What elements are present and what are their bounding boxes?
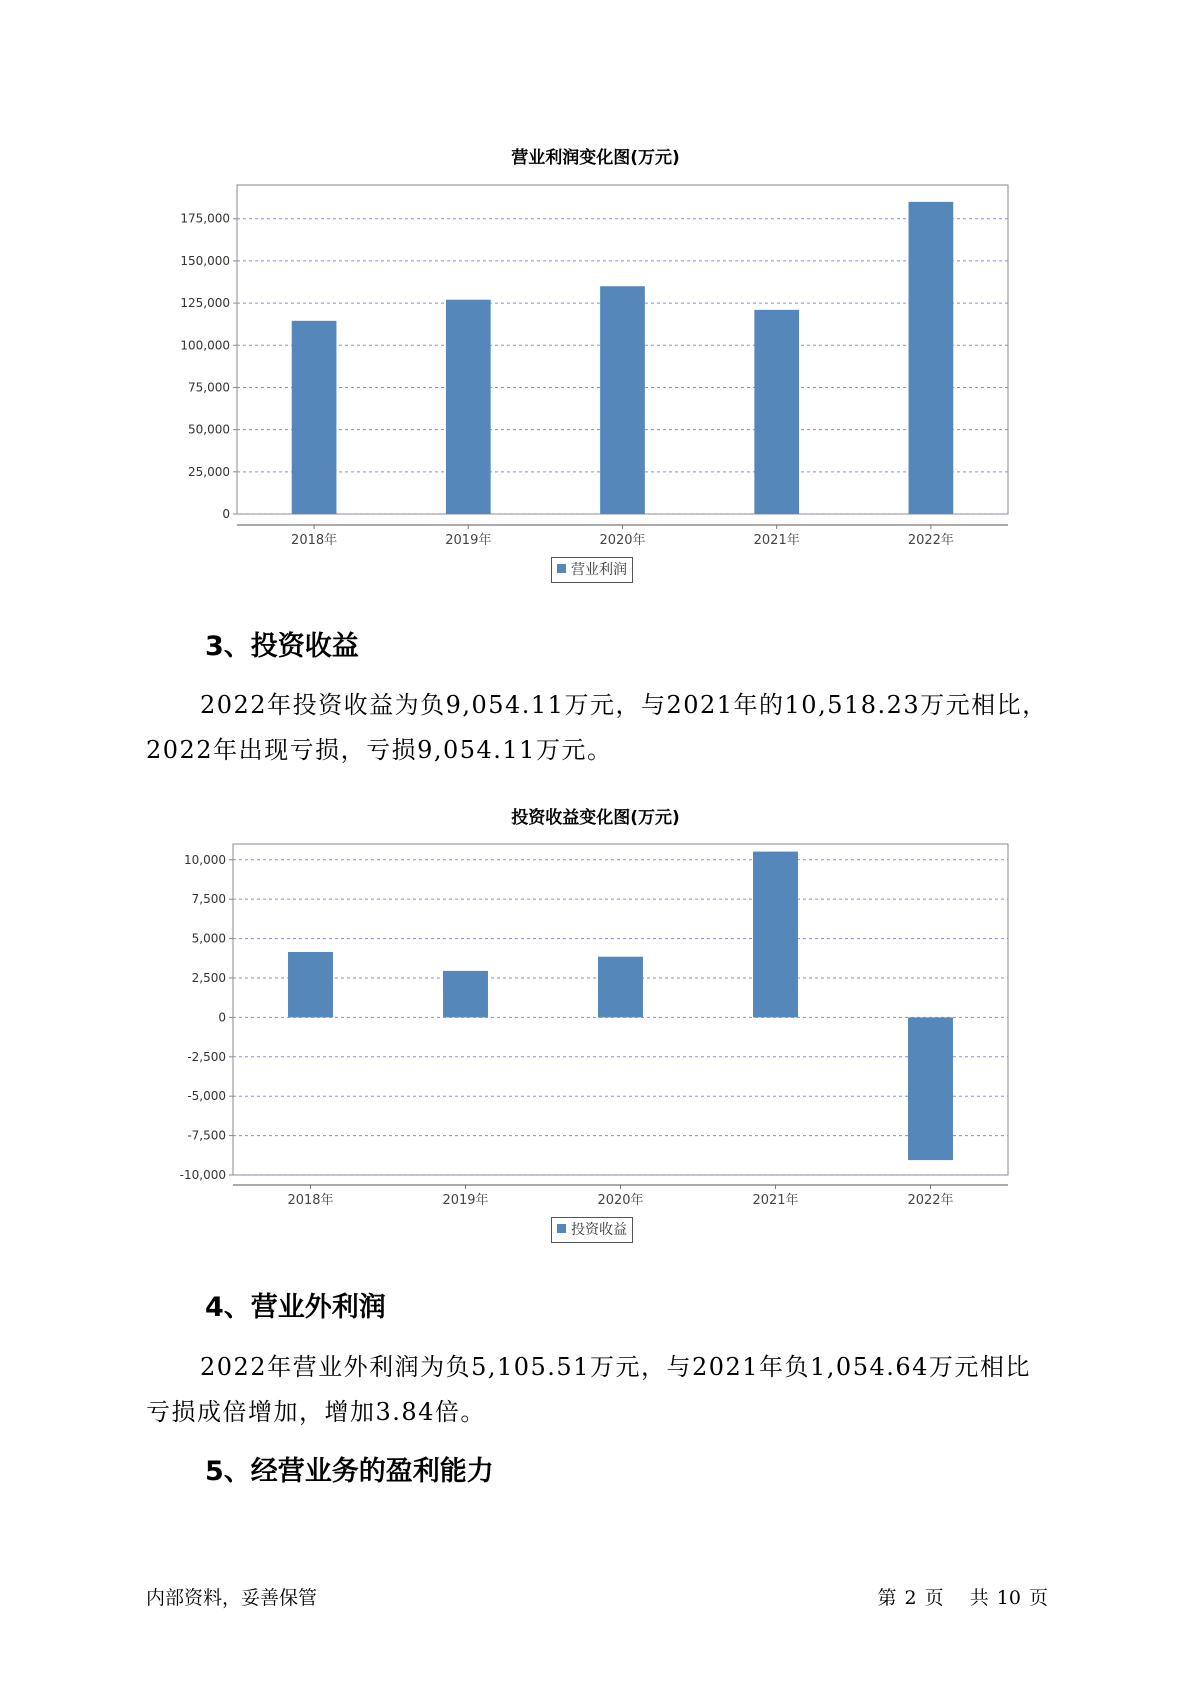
footer-page-info <box>874 1583 1052 1610</box>
legend-swatch <box>557 1224 566 1233</box>
legend-swatch <box>557 564 566 573</box>
bar-2022年 <box>909 202 954 514</box>
bar-2018年 <box>288 952 333 1017</box>
y-tick-label: -10,000 <box>179 1168 226 1182</box>
y-tick-label: 75,000 <box>188 380 230 395</box>
y-tick-label: 7,500 <box>191 892 226 907</box>
bar-2020年 <box>598 957 643 1018</box>
section-5-heading: 5、经营业务的盈利能力 <box>205 1456 494 1487</box>
bar-2021年 <box>753 852 798 1018</box>
section-3-heading: 3、投资收益 <box>205 631 359 662</box>
y-tick-label: 5,000 <box>191 931 226 946</box>
bar-2022年 <box>908 1017 953 1160</box>
x-tick-label: 2021年 <box>753 533 800 548</box>
page-suffix: 页 <box>924 1587 944 1609</box>
operating-profit-legend <box>551 557 633 583</box>
y-tick-label: 175,000 <box>180 211 230 226</box>
total-suffix: 页 <box>1028 1587 1048 1609</box>
section-3-paragraph: 2022年投资收益为负9,054.11万元，与2021年的10,518.23万元相比，2022年出现亏损，亏损9,054.11万元。 <box>146 691 1048 764</box>
bar-2019年 <box>443 971 488 1017</box>
y-tick-label: 25,000 <box>188 464 230 479</box>
x-tick-label: 2018年 <box>291 533 338 548</box>
y-tick-label: 150,000 <box>180 253 230 268</box>
page-number: 2 <box>904 1587 917 1609</box>
x-tick-label: 2021年 <box>752 1193 799 1208</box>
total-pages: 10 <box>996 1587 1021 1609</box>
operating-profit-chart-title: 营业利润变化图(万元) <box>511 148 680 168</box>
x-tick-label: 2022年 <box>907 533 954 548</box>
footer-confidential-note: 内部资料，妥善保管 <box>146 1587 318 1609</box>
total-prefix: 共 <box>969 1587 989 1609</box>
bar-2021年 <box>754 310 799 514</box>
investment-income-chart-title: 投资收益变化图(万元) <box>511 808 680 828</box>
y-tick-label: 0 <box>222 507 230 521</box>
y-tick-label: 50,000 <box>188 422 230 437</box>
y-tick-label: 2,500 <box>191 970 226 985</box>
x-tick-label: 2018年 <box>287 1193 334 1208</box>
bar-2019年 <box>446 300 491 514</box>
x-tick-label: 2019年 <box>445 533 492 548</box>
y-tick-label: -7,500 <box>187 1128 226 1143</box>
bar-2020年 <box>600 286 645 514</box>
x-tick-label: 2022年 <box>907 1193 954 1208</box>
y-tick-label: 125,000 <box>180 296 230 311</box>
x-tick-label: 2019年 <box>442 1193 489 1208</box>
investment-income-legend <box>551 1217 633 1243</box>
y-tick-label: 10,000 <box>184 852 226 867</box>
y-tick-label: 0 <box>218 1010 226 1025</box>
operating-profit-chart <box>0 175 1191 555</box>
y-tick-label: 100,000 <box>180 338 230 353</box>
page-prefix: 第 <box>877 1587 897 1609</box>
investment-income-chart <box>0 838 1191 1218</box>
legend-label: 营业利润 <box>571 562 627 578</box>
section-4-paragraph: 2022年营业外利润为负5,105.51万元，与2021年负1,054.64万元相比亏损成倍增加，增加3.84倍。 <box>146 1353 1031 1426</box>
x-tick-label: 2020年 <box>597 1193 644 1208</box>
section-4-heading: 4、营业外利润 <box>205 1292 386 1323</box>
y-tick-label: -2,500 <box>187 1049 226 1064</box>
x-tick-label: 2020年 <box>599 533 646 548</box>
legend-label: 投资收益 <box>571 1222 627 1238</box>
y-tick-label: -5,000 <box>187 1089 226 1104</box>
bar-2018年 <box>292 321 337 514</box>
